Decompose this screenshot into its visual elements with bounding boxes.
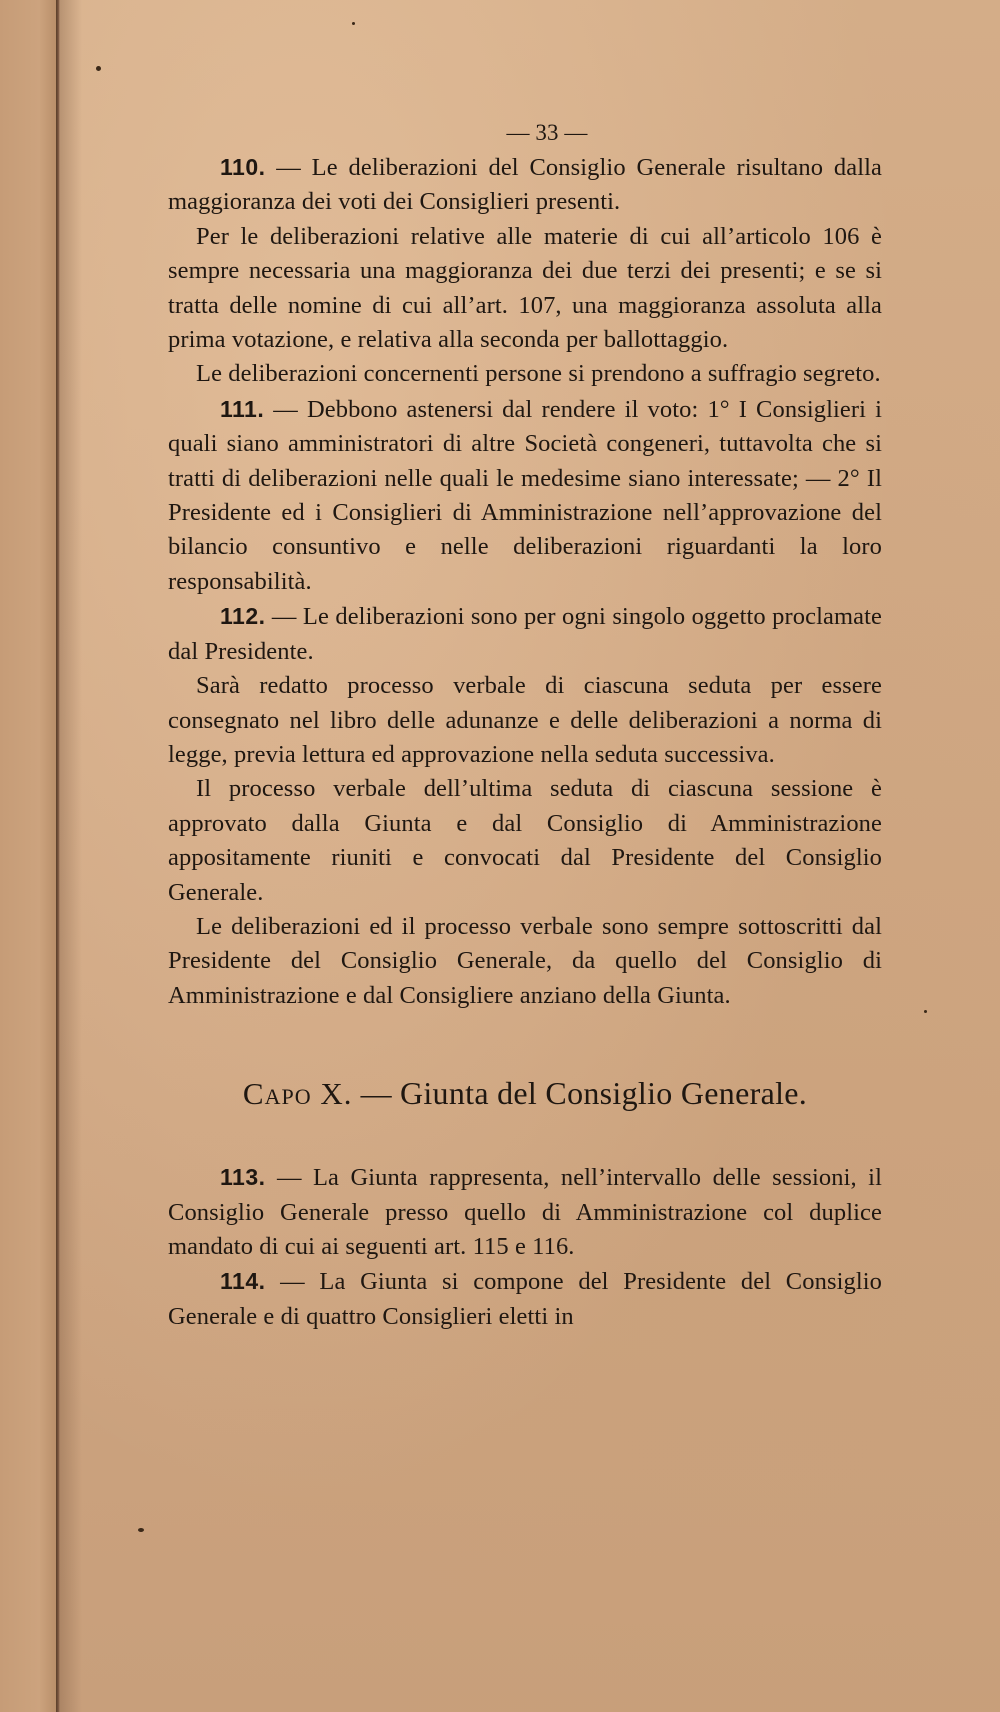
chapter-separator: — bbox=[360, 1076, 392, 1112]
article-paragraph: Per le deliberazioni relative alle materie di cui all’articolo 106 è sempre necessaria una maggioranza dei due terzi dei presenti; e se si tratta delle nomine di cui all’art. 107, una maggioranza assoluta alla prima votazione, e relativa alla seconda per ballottaggio. bbox=[168, 222, 882, 354]
article-paragraph bbox=[168, 1264, 882, 1334]
chapter-heading bbox=[168, 1073, 882, 1114]
article-paragraph bbox=[168, 392, 882, 599]
article-text: — Le deliberazioni del Consiglio Generale risultano dalla maggioranza dei voti dei Consiglieri presenti. bbox=[168, 154, 883, 216]
article-text: — Le deliberazioni sono per ogni singolo oggetto proclamate dal Presidente. bbox=[168, 603, 882, 665]
article-paragraph: Le deliberazioni concernenti persone si prendono a suffragio segreto. bbox=[196, 360, 881, 388]
article-paragraph: Le deliberazioni ed il processo verbale sono sempre sottoscritti dal Presidente del Consiglio Generale, da quello del Consiglio di Amministrazione e dal Consigliere anziano della Giunta. bbox=[168, 912, 882, 1009]
article-number: 113. bbox=[220, 1164, 266, 1191]
article-text: — Debbono astenersi dal rendere il voto: 1° I Consiglieri i quali siano amministratori di altre Società congeneri, tuttavolta che si tratti di deliberazioni nelle quali le medesime siano interessate; — 2° Il Presidente ed i Consiglieri di Amministrazione nell’approvazione del bilancio consuntivo e nelle deliberazioni riguardanti la loro responsabilità. bbox=[168, 395, 882, 595]
page-content bbox=[168, 118, 882, 1334]
article-paragraph bbox=[168, 599, 882, 669]
paper-speck bbox=[352, 22, 355, 25]
article-paragraph bbox=[168, 150, 882, 220]
article-113 bbox=[168, 1160, 882, 1264]
article-paragraph: Sarà redatto processo verbale di ciascuna seduta per essere consegnato nel libro delle adunanze e delle deliberazioni a norma di legge, previa lettura ed approvazione nella seduta successiva. bbox=[168, 672, 882, 768]
article-number: 110. bbox=[220, 154, 266, 180]
paper-speck bbox=[96, 66, 101, 71]
page-number: — 33 — bbox=[506, 120, 588, 145]
article-number: 114. bbox=[220, 1268, 266, 1295]
facing-page-edge bbox=[0, 0, 56, 1712]
article-114 bbox=[168, 1264, 882, 1334]
article-paragraph: Il processo verbale dell’ultima seduta di ciascuna sessione è approvato dalla Giunta e dal Consiglio di Amministrazione appositamente riuniti e convocati dal Presidente del Consiglio Generale. bbox=[168, 775, 882, 906]
article-text: — La Giunta rappresenta, nell’intervallo delle sessioni, il Consiglio Generale presso quello di Amministrazione col duplice mandato di cui ai seguenti art. 115 e 116. bbox=[168, 1164, 882, 1260]
paper-speck bbox=[138, 1528, 144, 1532]
chapter-label: Capo X. bbox=[242, 1076, 353, 1112]
paper-speck bbox=[924, 1010, 927, 1013]
article-111 bbox=[168, 392, 882, 599]
article-paragraph bbox=[168, 1160, 882, 1264]
fold-shadow bbox=[60, 0, 82, 1712]
article-number: 112. bbox=[220, 603, 266, 630]
article-text: — La Giunta si compone del Presidente del Consiglio Generale e di quattro Consiglieri eletti in bbox=[168, 1268, 882, 1330]
chapter-title: Giunta del Consiglio Generale. bbox=[399, 1075, 808, 1112]
article-112 bbox=[168, 599, 882, 1013]
article-110 bbox=[168, 150, 882, 392]
article-number: 111. bbox=[220, 395, 265, 422]
